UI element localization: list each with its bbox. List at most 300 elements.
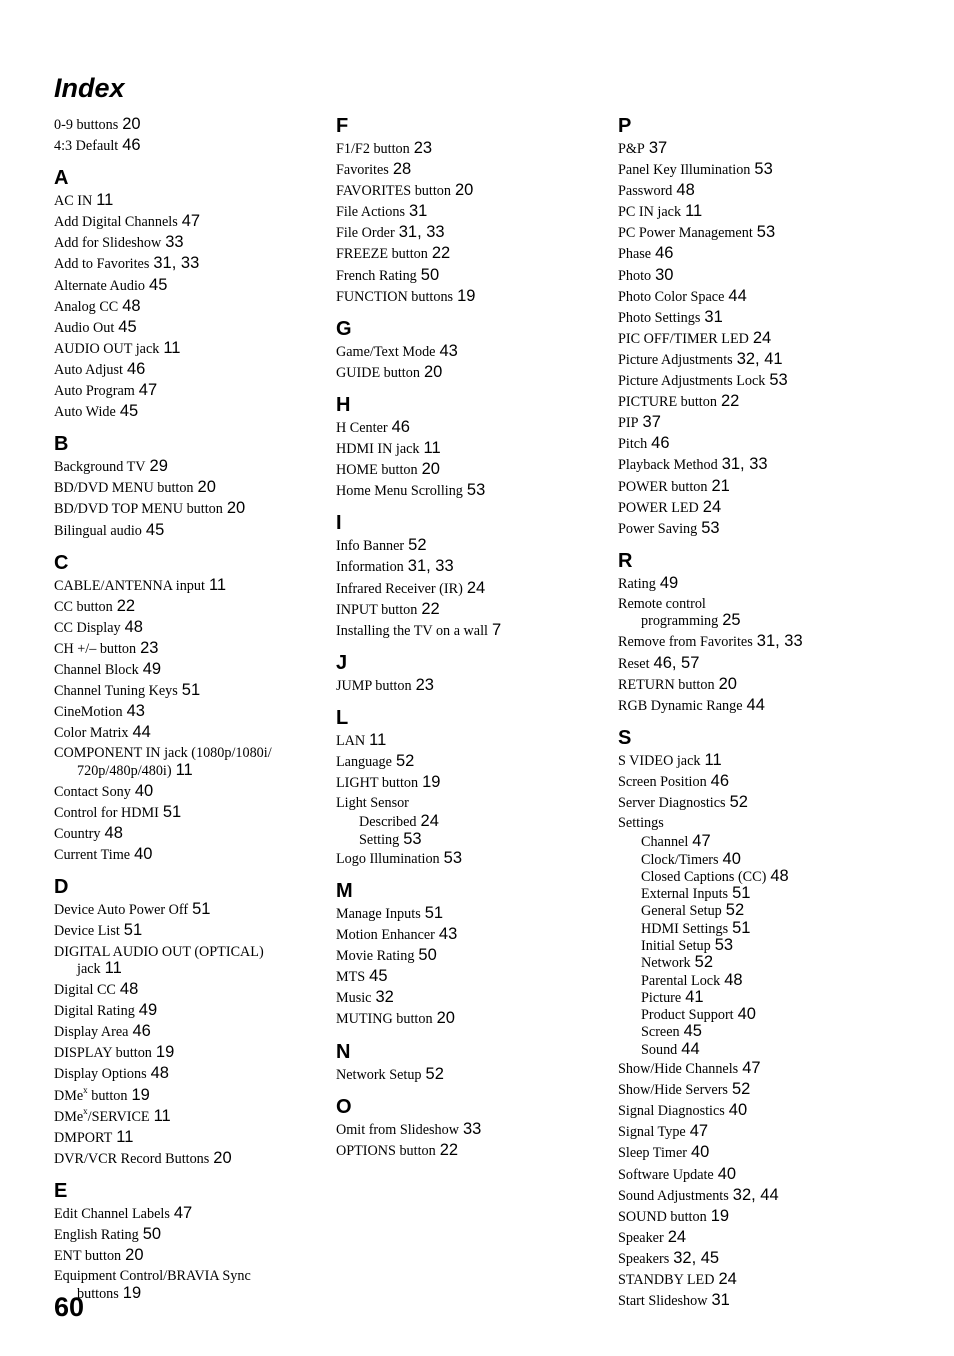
entry-term: CC Display [54,619,121,636]
entry-term: File Actions [336,204,405,221]
index-section-c [54,551,324,866]
index-entry [336,438,606,459]
entry-term: Parental Lock [641,972,721,989]
entry-term: 0-9 buttons [54,117,119,133]
entry-page-numbers: 22 [116,596,136,615]
index-entry [336,987,606,1008]
entry-page-numbers: 22 [439,1140,459,1159]
section-letter: I [336,512,342,535]
section-letter: N [336,1040,351,1063]
entry-page-numbers: 11 [96,191,114,210]
index-entry [54,1245,324,1266]
section-letter: L [336,706,349,729]
entry-page-numbers: 32, 45 [673,1248,720,1267]
entry-term: French Rating [336,267,417,284]
entry-term: Picture Adjustments [618,351,733,368]
entry-page-numbers: 51 [424,903,444,922]
entry-term: Logo Illumination [336,850,440,867]
entry-page-numbers: 23 [413,139,433,157]
index-entry [336,1064,606,1085]
entry-term: FAVORITES button [336,183,451,200]
entry-term: CineMotion [54,704,123,721]
index-entry [336,578,606,599]
entry-term: DMPORT [54,1129,113,1146]
entry-page-numbers: 24 [420,812,439,831]
index-entry [54,1203,324,1224]
entry-term: Network Setup [336,1066,422,1083]
entry-page-numbers: 50 [418,946,437,965]
entry-term: Motion Enhancer [336,927,435,944]
entry-page-numbers: 19 [422,773,441,792]
index-entry [618,750,888,771]
index-subentry [336,831,606,848]
entry-page-numbers: 19 [122,1283,142,1302]
entry-page-numbers: 45 [118,317,137,336]
entry-page-numbers: 32, 44 [732,1185,779,1204]
entry-term: Music [336,990,372,1007]
entry-term: PC IN jack [618,204,682,221]
index-entry [54,380,324,401]
entry-term: Add to Favorites [54,256,150,273]
index-entry [336,945,606,966]
entry-page-numbers: 53 [403,829,422,848]
entry-page-numbers: 20 [197,478,216,497]
entry-term: Information [336,559,404,576]
entry-superscript: x [83,1084,88,1095]
index-entry [618,631,888,652]
index-entry [618,771,888,792]
entry-term: Network [641,955,691,972]
entry-term: DIGITAL AUDIO OUT (OPTICAL) [54,943,264,960]
entry-term: ENT button [54,1248,122,1265]
index-section-numeric [54,114,324,156]
entry-page-numbers: 24 [718,1270,737,1289]
index-entry [618,412,888,433]
entry-term: Edit Channel Labels [54,1205,170,1222]
index-entry [618,695,888,716]
entry-continuation [618,612,888,629]
index-entry [336,1140,606,1161]
index-entry [618,1185,888,1206]
entry-page-numbers: 24 [702,497,722,516]
entry-page-numbers: 20 [213,1148,232,1167]
entry-term: Photo [618,267,652,284]
index-entry [618,1121,888,1142]
page-number: 60 [54,1292,85,1322]
entry-page-numbers: 20 [421,460,440,479]
index-section-l [336,706,606,869]
index-entry [54,114,324,135]
index-section-j [336,651,606,696]
entry-term: MTS [336,969,366,986]
entry-term: CC button [54,598,113,615]
section-letter: J [336,651,348,674]
entry-term: POWER LED [618,499,699,516]
index-entry [336,599,606,620]
index-entry [618,1058,888,1079]
entry-page-numbers: 22 [720,392,740,411]
entry-page-numbers: 46 [655,244,674,263]
entry-term: AUDIO OUT jack [54,340,160,357]
index-entry [54,1063,324,1084]
entry-page-numbers: 48 [724,970,743,989]
entry-page-numbers: 45 [369,967,388,986]
entry-term: Speaker [618,1229,664,1246]
entry-term: Remote control [618,595,706,612]
entry-term: Favorites [336,162,389,179]
entry-term: Channel Tuning Keys [54,683,178,700]
index-section-d [54,875,324,1169]
entry-term: 4:3 Default [54,138,119,155]
entry-page-numbers: 33 [165,233,184,252]
entry-term: CABLE/ANTENNA input [54,577,205,594]
entry-term: Software Update [618,1166,714,1183]
entry-term: Bilingual audio [54,522,142,539]
index-entry [54,722,324,743]
index-entry [618,349,888,370]
index-entry [54,253,324,274]
entry-term: SOUND button [618,1208,707,1225]
entry-page-numbers: 48 [770,866,789,885]
index-entry [54,401,324,422]
index-entry [336,620,606,641]
index-entry [336,243,606,264]
index-entry [618,1269,888,1290]
index-entry [54,899,324,920]
index-entry [336,265,606,286]
entry-page-numbers: 52 [725,901,745,920]
entry-page-numbers: 44 [746,695,765,714]
entry-page-numbers: 52 [694,953,714,972]
entry-term: Current Time [54,847,131,864]
index-subentry [618,989,888,1006]
index-section-p [618,114,888,539]
index-entry [618,454,888,475]
index-entry [54,190,324,211]
entry-page-numbers: 46 [651,434,670,453]
section-letter: G [336,317,352,340]
entry-page-numbers: 49 [659,573,679,592]
entry-page-numbers: 49 [142,659,162,678]
entry-term: PC Power Management [618,225,753,242]
entry-page-numbers: 52 [729,793,748,812]
entry-term: Signal Type [618,1124,686,1141]
entry-page-numbers: 51 [732,918,751,937]
entry-term: PICTURE button [618,394,717,411]
index-subentry [618,833,888,850]
entry-page-numbers: 43 [438,925,458,944]
entry-term: English Rating [54,1227,139,1244]
entry-page-numbers: 48 [122,296,141,315]
entry-page-numbers: 11 [104,958,122,977]
entry-term: Playback Method [618,457,718,474]
entry-term: Server Diagnostics [618,795,726,812]
entry-page-numbers: 48 [104,824,123,843]
section-letter: C [54,551,69,574]
index-entry [618,391,888,412]
index-subentry [618,937,888,954]
entry-term: External Inputs [641,886,729,903]
index-entry [618,653,888,674]
entry-page-numbers: 40 [728,1101,748,1120]
entry-page-numbers: 46, 57 [653,653,700,672]
index-section-h [336,393,606,501]
index-entry [54,1085,324,1106]
section-letter: F [336,115,349,137]
entry-page-numbers: 19 [131,1085,150,1104]
entry-term: Display Options [54,1066,147,1083]
index-entry [54,596,324,617]
index-subentry [618,851,888,868]
entry-term: GUIDE button [336,364,420,381]
entry-page-numbers: 31, 33 [407,557,454,576]
entry-page-numbers: 19 [155,1043,175,1062]
entry-page-numbers: 20 [122,115,141,133]
index-entry [54,617,324,638]
index-entry [54,920,324,941]
entry-page-numbers: 29 [149,457,168,476]
entry-term: Omit from Slideshow [336,1121,459,1138]
entry-term: Pitch [618,436,648,453]
index-entry [618,1142,888,1163]
entry-term: INPUT button [336,601,418,618]
entry-continuation-text: buttons [77,1285,119,1302]
entry-term: General Setup [641,903,722,920]
entry-page-numbers: 47 [692,832,711,851]
entry-page-numbers: 40 [722,849,741,868]
index-entry [336,362,606,383]
entry-term: Settings [618,815,664,832]
index-entry [618,573,888,594]
entry-term: PIC OFF/TIMER LED [618,330,749,347]
index-entry [54,1106,324,1127]
entry-page-numbers: 41 [685,987,704,1006]
entry-term: DMe [54,1087,84,1104]
entry-page-numbers: 44 [728,286,747,305]
entry-page-numbers: 47 [173,1203,193,1222]
entry-term: FREEZE button [336,246,428,263]
index-section-g [336,317,606,383]
index-entry [618,1164,888,1185]
entry-page-numbers: 46 [710,771,730,790]
index-section-f [336,114,606,307]
index-entry [336,138,606,159]
entry-term: Device List [54,923,120,940]
index-entry [54,743,324,781]
entry-page-numbers: 31, 33 [153,254,200,273]
entry-term: H Center [336,419,388,436]
index-entry [54,802,324,823]
entry-term: Manage Inputs [336,905,421,922]
entry-term-suffix: /SERVICE [87,1108,150,1125]
entry-term: POWER button [618,478,708,495]
section-letter: R [618,549,633,572]
entry-term: LAN [336,732,366,749]
entry-term: Start Slideshow [618,1293,708,1310]
index-entry [336,966,606,987]
entry-term: Phase [618,246,652,263]
entry-term: OPTIONS button [336,1142,436,1159]
index-subentry [618,1023,888,1040]
entry-page-numbers: 47 [742,1059,761,1078]
index-entry [54,979,324,1000]
index-entry [54,575,324,596]
entry-term: Alternate Audio [54,277,146,294]
entry-page-numbers: 44 [681,1039,700,1058]
index-subentry [618,954,888,971]
entry-term: BD/DVD TOP MENU button [54,501,223,518]
index-entry [618,433,888,454]
entry-page-numbers: 48 [676,181,695,200]
entry-page-numbers: 45 [145,520,165,539]
entry-page-numbers: 43 [126,702,145,721]
index-column-1 [54,114,324,1304]
entry-term: MUTING button [336,1011,433,1028]
entry-term: Product Support [641,1007,734,1024]
entry-term: Add for Slideshow [54,235,162,252]
index-entry [336,480,606,501]
entry-term: Remove from Favorites [618,634,753,651]
entry-term: Reset [618,655,650,672]
entry-page-numbers: 46 [132,1022,151,1041]
entry-term: Show/Hide Channels [618,1061,739,1078]
index-entry [54,338,324,359]
entry-page-numbers: 51 [192,900,211,919]
entry-page-numbers: 11 [208,575,227,594]
index-entry [336,159,606,180]
index-section-m [336,879,606,1030]
section-letter: D [54,876,69,899]
index-entry [54,659,324,680]
entry-term: HDMI Settings [641,920,729,937]
entry-term: Contact Sony [54,783,131,800]
entry-page-numbers: 33 [462,1119,482,1138]
entry-term: Digital Rating [54,1003,135,1020]
entry-page-numbers: 20 [436,1009,455,1028]
entry-page-numbers: 53 [466,481,486,500]
index-subentry [618,920,888,937]
entry-page-numbers: 11 [163,338,181,357]
index-entry [54,1224,324,1245]
entry-term: DVR/VCR Record Buttons [54,1150,210,1167]
index-subentry [618,1006,888,1023]
index-entry [618,1079,888,1100]
index-entry [618,1206,888,1227]
entry-page-numbers: 21 [711,476,730,495]
entry-continuation [54,1285,324,1302]
index-section-o [336,1095,606,1161]
entry-page-numbers: 20 [423,362,443,381]
index-section-a [54,166,324,422]
index-entry [618,594,888,632]
entry-term: Auto Program [54,383,135,400]
entry-page-numbers: 11 [369,730,387,749]
entry-term: Panel Key Illumination [618,162,751,179]
entry-term: Game/Text Mode [336,343,436,360]
index-entry [336,556,606,577]
entry-page-numbers: 53 [714,936,734,954]
section-letter: P [618,115,632,137]
entry-term: Sleep Timer [618,1145,687,1162]
index-entry [54,701,324,722]
entry-page-numbers: 53 [769,371,788,390]
section-letter: O [336,1095,352,1118]
index-entry [54,1021,324,1042]
entry-term: Home Menu Scrolling [336,483,463,500]
entry-term: FUNCTION buttons [336,288,454,305]
entry-page-numbers: 53 [754,160,773,179]
index-entry [336,848,606,869]
entry-page-numbers: 31, 33 [398,223,445,242]
index-entry [336,201,606,222]
index-section-r [618,549,888,716]
index-subentry [618,902,888,919]
entry-term: Digital CC [54,982,116,999]
entry-term: Picture Adjustments Lock [618,373,766,390]
entry-page-numbers: 53 [443,848,462,867]
entry-page-numbers: 51 [732,884,751,903]
entry-page-numbers: 46 [126,359,146,378]
entry-page-numbers: 45 [683,1022,702,1041]
entry-page-numbers: 22 [421,599,440,618]
index-entry [336,417,606,438]
entry-term: Signal Diagnostics [618,1103,725,1120]
entry-continuation-text: jack [77,960,101,977]
entry-page-numbers: 32 [375,988,394,1007]
index-entry [54,638,324,659]
index-entry [336,180,606,201]
section-letter: B [54,433,69,456]
entry-page-numbers: 11 [153,1106,171,1125]
entry-term: Described [359,814,417,831]
entry-term: Equipment Control/BRAVIA Sync [54,1268,251,1285]
entry-term: RGB Dynamic Range [618,697,743,714]
entry-term: Clock/Timers [641,851,719,868]
entry-page-numbers: 28 [392,160,412,179]
entry-page-numbers: 46 [391,417,410,436]
index-entry [618,476,888,497]
entry-page-numbers: 48 [150,1064,169,1083]
index-entry [54,1127,324,1148]
index-entry [618,159,888,180]
index-entry [54,1266,324,1304]
index-entry [618,813,888,833]
entry-page-numbers: 31 [704,307,723,326]
entry-page-numbers: 31 [408,202,428,221]
entry-page-numbers: 47 [138,381,158,400]
entry-term: Analog CC [54,298,119,315]
index-entry [618,1100,888,1121]
index-entry [618,674,888,695]
index-entry [336,1119,606,1140]
entry-term: Color Matrix [54,725,129,742]
entry-page-numbers: 52 [395,751,415,770]
index-entry [54,232,324,253]
entry-page-numbers: 32, 41 [736,349,783,368]
entry-term: PIP [618,415,639,432]
entry-page-numbers: 40 [737,1005,756,1024]
entry-page-numbers: 20 [125,1246,144,1265]
index-entry [618,497,888,518]
entry-term: BD/DVD MENU button [54,480,194,497]
section-letter: E [54,1179,68,1202]
index-subentry [618,885,888,902]
index-entry [54,135,324,156]
section-letter: S [618,726,632,749]
index-entry [618,222,888,243]
index-entry [618,307,888,328]
entry-term: DISPLAY button [54,1045,152,1062]
